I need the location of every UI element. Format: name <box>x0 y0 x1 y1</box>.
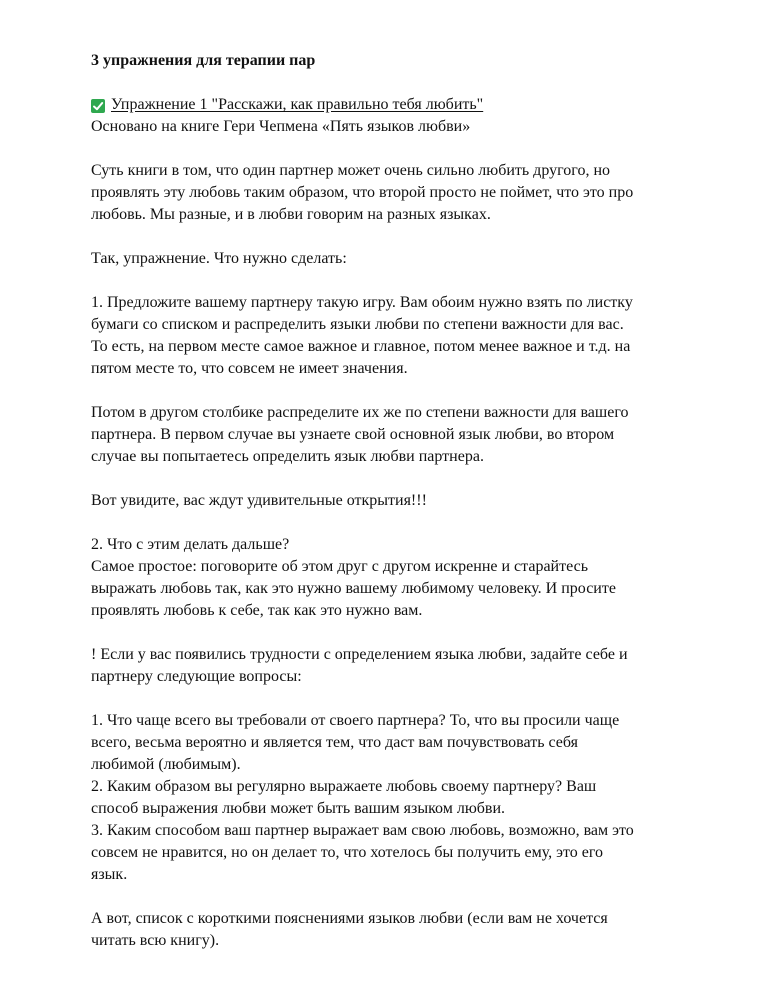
intro-line: Суть книги в том, что один партнер может очень сильно любить другого, но <box>91 162 610 179</box>
step1b-line: Потом в другом столбике распределите их же по степени важности для вашего <box>91 404 629 421</box>
spacer <box>91 72 731 94</box>
question-line: всего, весьма вероятно и является тем, что даст вам почувствовать себя <box>91 734 578 751</box>
document-page <box>91 50 731 952</box>
question-line: 3. Каким способом ваш партнер выражает вам свою любовь, возможно, вам это <box>91 822 634 839</box>
question-line: любимой (любимым). <box>91 756 241 773</box>
intro-line: проявлять эту любовь таким образом, что второй просто не поймет, что это про <box>91 184 634 201</box>
spacer <box>91 138 731 160</box>
difficulty-line: ! Если у вас появились трудности с определением языка любви, задайте себе и <box>91 646 628 663</box>
step1-line: бумаги со списком и распределить языки любви по степени важности для вас. <box>91 316 624 333</box>
spacer <box>91 512 731 534</box>
exercise-heading-text: Упражнение 1 "Расскажи, как правильно тебя любить" <box>111 96 484 113</box>
list-intro-line: читать всю книгу). <box>91 932 220 949</box>
exercise-subheading: Основано на книге Гери Чепмена «Пять языков любви» <box>91 118 471 135</box>
spacer <box>91 468 731 490</box>
question-line: совсем не нравится, но он делает то, что хотелось бы получить ему, это его <box>91 844 604 861</box>
task-intro: Так, упражнение. Что нужно сделать: <box>91 250 347 267</box>
spacer <box>91 380 731 402</box>
document-title: 3 упражнения для терапии пар <box>91 52 316 69</box>
question-line: 1. Что чаще всего вы требовали от своего партнера? То, что вы просили чаще <box>91 712 620 729</box>
surprise-line: Вот увидите, вас ждут удивительные открытия!!! <box>91 492 427 509</box>
exercise-heading <box>91 94 731 116</box>
step2-line: проявлять любовь к себе, так как это нужно вам. <box>91 602 423 619</box>
step2-line: выражать любовь так, как это нужно вашему любимому человеку. И просите <box>91 580 616 597</box>
spacer <box>91 886 731 908</box>
step1-line: То есть, на первом месте самое важное и главное, потом менее важное и т.д. на <box>91 338 631 355</box>
step2-line: 2. Что с этим делать дальше? <box>91 536 290 553</box>
step1-line: 1. Предложите вашему партнеру такую игру. Вам обоим нужно взять по листку <box>91 294 633 311</box>
spacer <box>91 226 731 248</box>
difficulty-line: партнеру следующие вопросы: <box>91 668 302 685</box>
check-icon <box>91 99 105 113</box>
intro-line: любовь. Мы разные, и в любви говорим на разных языках. <box>91 206 491 223</box>
question-line: 2. Каким образом вы регулярно выражаете любовь своему партнеру? Ваш <box>91 778 597 795</box>
step1b-line: случае вы попытаетесь определить язык любви партнера. <box>91 448 484 465</box>
spacer <box>91 270 731 292</box>
spacer <box>91 622 731 644</box>
spacer <box>91 688 731 710</box>
step1-line: пятом месте то, что совсем не имеет значения. <box>91 360 408 377</box>
step2-line: Самое простое: поговорите об этом друг с другом искренне и старайтесь <box>91 558 588 575</box>
question-line: способ выражения любви может быть вашим языком любви. <box>91 800 506 817</box>
question-line: язык. <box>91 866 128 883</box>
list-intro-line: А вот, список с короткими пояснениями языков любви (если вам не хочется <box>91 910 608 927</box>
step1b-line: партнера. В первом случае вы узнаете свой основной язык любви, во втором <box>91 426 615 443</box>
